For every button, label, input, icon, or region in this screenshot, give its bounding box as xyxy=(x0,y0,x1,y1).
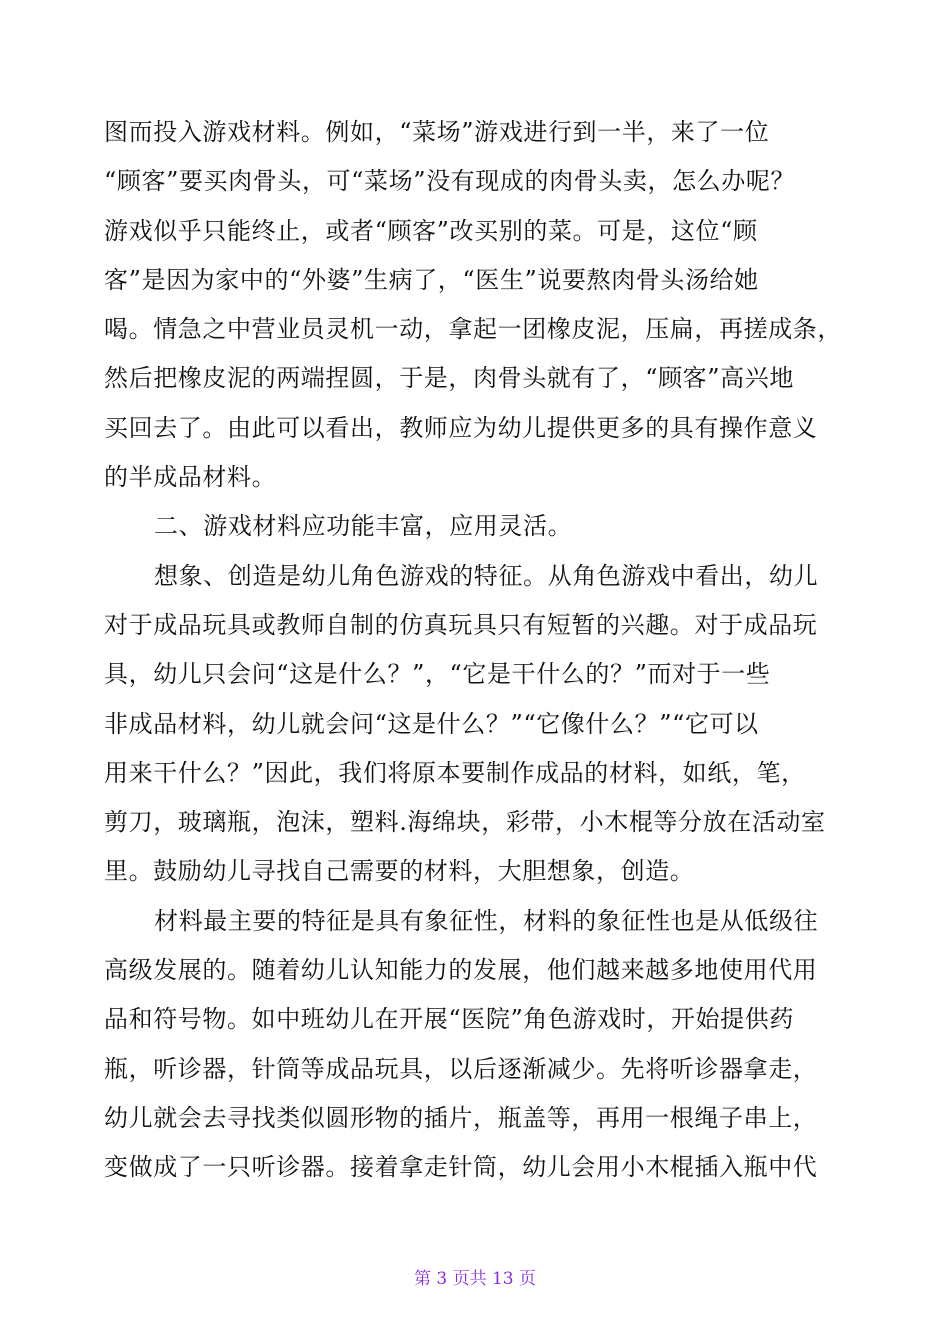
text-line: 喝。情急之中营业员灵机一动，拿起一团橡皮泥，压扁，再搓成条， xyxy=(104,315,842,344)
paragraph-first-line: 想象、创造是幼儿角色游戏的特征。从角色游戏中看出，幼儿 xyxy=(154,561,819,590)
page-number-footer: 第 3 页共 13 页 xyxy=(413,1269,537,1289)
text-line: 对于成品玩具或教师自制的仿真玩具只有短暂的兴趣。对于成品玩 xyxy=(104,610,818,639)
text-line: 品和符号物。如中班幼儿在开展“医院”角色游戏时，开始提供药 xyxy=(104,1005,794,1034)
text-line: 非成品材料，幼儿就会问“这是什么？”“它像什么？”“它可以 xyxy=(104,709,759,738)
text-line: 客”是因为家中的“外婆”生病了，“医生”说要熬肉骨头汤给她 xyxy=(104,265,759,294)
text-line: 里。鼓励幼儿寻找自己需要的材料，大胆想象，创造。 xyxy=(104,857,695,886)
text-line: 幼儿就会去寻找类似圆形物的插片，瓶盖等，再用一根绳子串上， xyxy=(104,1103,818,1132)
text-line: “顾客”要买肉骨头，可“菜场”没有现成的肉骨头卖，怎么办呢？ xyxy=(104,167,796,196)
paragraph-first-line: 材料最主要的特征是具有象征性，材料的象征性也是从低级往 xyxy=(154,906,819,935)
text-line: 然后把橡皮泥的两端捏圆，于是，肉骨头就有了，“顾客”高兴地 xyxy=(104,364,794,393)
text-line: 具，幼儿只会问“这是什么？”，“它是干什么的？”而对于一些 xyxy=(104,660,771,689)
text-line: 的半成品材料。 xyxy=(104,463,277,492)
text-line: 图而投入游戏材料。例如，“菜场”游戏进行到一半，来了一位 xyxy=(104,118,770,146)
text-line: 变做成了一只听诊器。接着拿走针筒，幼儿会用小木棍插入瓶中代 xyxy=(104,1153,818,1182)
text-line: 高级发展的。随着幼儿认知能力的发展，他们越来越多地使用代用 xyxy=(104,956,818,985)
text-line: 瓶，听诊器，针筒等成品玩具，以后逐渐减少。先将听诊器拿走， xyxy=(104,1054,818,1083)
text-line: 剪刀，玻璃瓶，泡沫，塑料.海绵块，彩带，小木棍等分放在活动室 xyxy=(104,808,826,837)
text-line: 买回去了。由此可以看出，教师应为幼儿提供更多的具有操作意义 xyxy=(104,413,818,442)
document-body xyxy=(104,108,842,1193)
text-line: 游戏似乎只能终止，或者“顾客”改买别的菜。可是，这位“顾 xyxy=(104,216,758,245)
text-line: 用来干什么？”因此，我们将原本要制作成品的材料，如纸，笔， xyxy=(104,758,806,787)
section-heading: 二、游戏材料应功能丰富，应用灵活。 xyxy=(154,512,573,541)
